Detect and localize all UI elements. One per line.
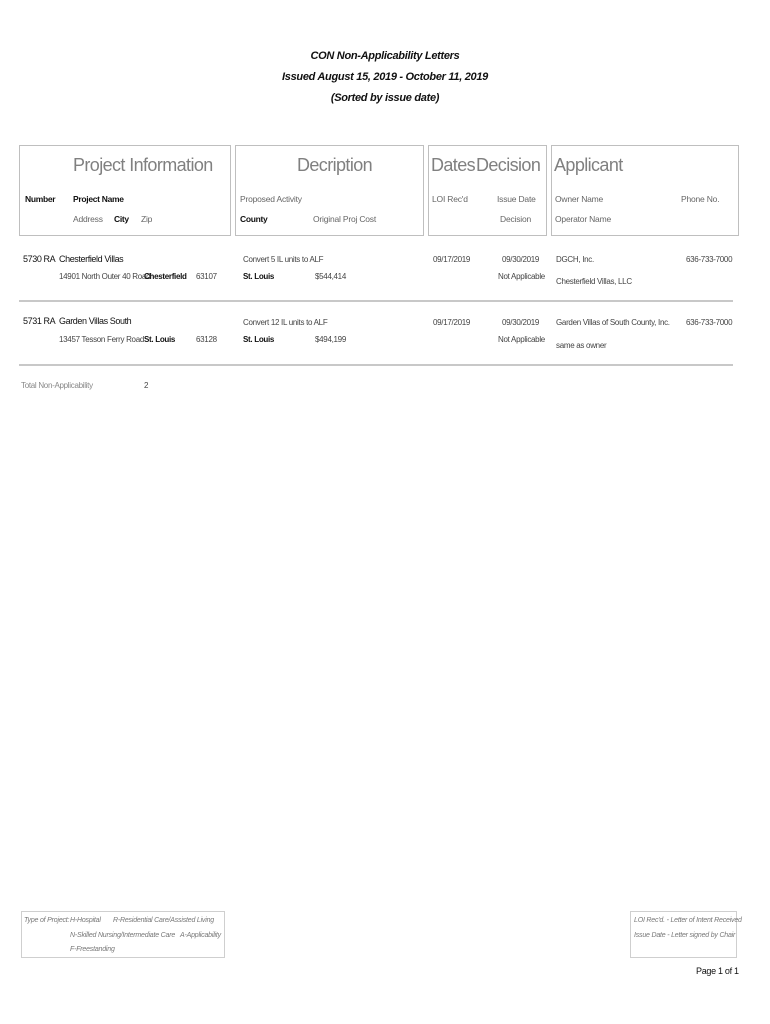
col-phone: Phone No. [681,194,720,204]
col-address: Address [73,214,103,224]
row-city: St. Louis [144,335,176,344]
report-title: CON Non-Applicability Letters [310,50,460,62]
date-abbrev-legend [630,911,742,958]
header-applicant: Applicant [554,155,623,175]
legend-type-label: Type of Project: [24,917,70,924]
row-loi-date: 09/17/2019 [433,318,471,327]
col-project-name: Project Name [73,194,124,204]
row-zip: 63128 [196,335,217,344]
report-date-range: Issued August 15, 2019 - October 11, 2019 [282,71,488,83]
col-original-cost: Original Proj Cost [313,214,377,224]
row-project-name: Chesterfield Villas [59,254,124,264]
legend-freestanding: F-Freestanding [70,946,115,953]
row-owner: DGCH, Inc. [556,255,594,264]
col-county: County [240,214,268,224]
row-operator: same as owner [556,341,607,350]
col-zip: Zip [141,214,153,224]
row-divider [19,300,733,302]
row-owner: Garden Villas of South County, Inc. [556,318,670,327]
row-loi-date: 09/17/2019 [433,255,471,264]
col-loi-recd: LOI Rec'd [432,194,468,204]
row-project-name: Garden Villas South [59,316,132,326]
report-sort-note: (Sorted by issue date) [330,92,440,104]
row-issue-date: 09/30/2019 [502,255,540,264]
row-decision: Not Applicable [498,335,545,344]
project-type-legend [21,911,225,958]
row-address: 13457 Tesson Ferry Road [59,335,145,344]
row-number: 5730 RA [23,254,56,264]
row-address: 14901 North Outer 40 Road [59,272,151,281]
row-zip: 63107 [196,272,217,281]
col-decision: Decision [500,214,531,224]
page-number: Page 1 of 1 [696,966,739,976]
row-cost: $494,199 [315,335,346,344]
row-divider [19,364,733,366]
header-dates: Dates [431,155,476,175]
col-owner-name: Owner Name [555,194,604,204]
row-activity: Convert 5 IL units to ALF [243,255,324,264]
row-activity: Convert 12 IL units to ALF [243,318,328,327]
row-phone: 636-733-7000 [686,318,733,327]
total-label: Total Non-Applicability [21,381,93,390]
legend-residential: R-Residential Care/Assisted Living [113,917,214,924]
row-county: St. Louis [243,272,275,281]
row-decision: Not Applicable [498,272,545,281]
row-issue-date: 09/30/2019 [502,318,540,327]
header-description: Decription [297,155,373,175]
row-city: Chesterfield [144,272,187,281]
row-county: St. Louis [243,335,275,344]
legend-applicability: A-Applicability [180,932,221,939]
legend-loi: LOI Rec'd. - Letter of Intent Received [634,917,742,924]
row-number: 5731 RA [23,316,56,326]
col-city: City [114,214,129,224]
col-operator-name: Operator Name [555,214,611,224]
row-cost: $544,414 [315,272,346,281]
row-phone: 636-733-7000 [686,255,733,264]
legend-issue: Issue Date - Letter signed by Chair [634,932,736,939]
row-operator: Chesterfield Villas, LLC [556,277,632,286]
header-decision: Decision [476,155,541,175]
legend-hospital: H-Hospital [70,917,101,924]
col-issue-date: Issue Date [497,194,536,204]
col-proposed-activity: Proposed Activity [240,194,302,204]
header-project-info: Project Information [73,155,213,175]
legend-nursing: N-Skilled Nursing/Intermediate Care [70,932,176,939]
col-number: Number [25,194,56,204]
total-value: 2 [144,381,149,390]
